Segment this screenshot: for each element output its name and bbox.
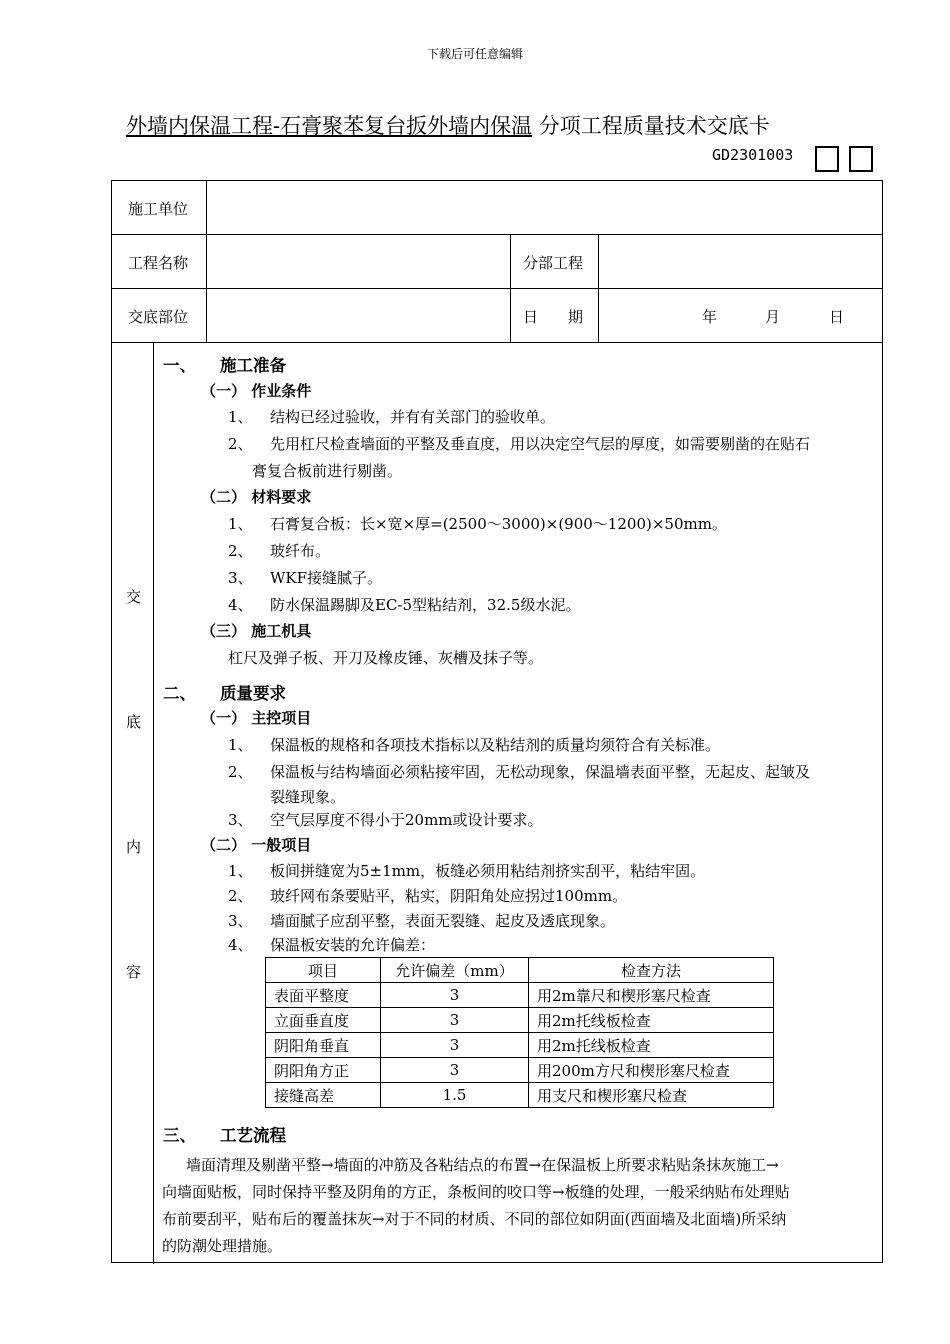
tolerance-table: [265, 957, 774, 1108]
list-item: 2、 保温板与结构墙面必须粘接牢固，无松动现象，保温墙表面平整，无起皮、起皱及: [228, 763, 811, 781]
subsection-heading: （三） 施工机具: [201, 622, 312, 640]
side-label-char: 容: [126, 963, 142, 981]
date-day: 日: [829, 308, 845, 326]
table-row: [266, 1008, 774, 1033]
table-header: 允许偏差（mm）: [381, 958, 529, 983]
checkbox-2[interactable]: [849, 146, 873, 172]
table-cell: 用2m托线板检查: [529, 1008, 774, 1033]
table-cell: 1.5: [381, 1083, 529, 1108]
side-label-char: 底: [126, 713, 142, 731]
section-heading: 三、 工艺流程: [163, 1126, 286, 1145]
table-cell: 用200m方尺和楔形塞尺检查: [529, 1058, 774, 1083]
section-heading: 一、 施工准备: [163, 356, 286, 375]
label-construction-unit: 施工单位: [128, 200, 189, 218]
list-item: 1、 石膏复合板：长×宽×厚=(2500～3000)×(900～1200)×50mm。: [228, 515, 727, 533]
list-item: 4、 保温板安装的允许偏差：: [228, 936, 436, 954]
subsection-heading: （二） 一般项目: [201, 836, 312, 854]
list-item: 3、 空气层厚度不得小于20mm或设计要求。: [228, 811, 543, 829]
title-project: 外墙内保温工程-石膏聚苯复台扳外墙内保温: [126, 114, 533, 138]
table-cell: 用支尺和楔形塞尺检查: [529, 1083, 774, 1108]
table-cell: 3: [381, 1058, 529, 1083]
label-sub-project: 分部工程: [523, 254, 584, 272]
list-item: 1、 保温板的规格和各项技术指标以及粘结剂的质量均须符合有关标准。: [228, 736, 721, 754]
list-item: 3、 WKF接缝腻子。: [228, 569, 383, 587]
subsection-heading: （二） 材料要求: [201, 488, 312, 506]
section-heading: 二、 质量要求: [163, 684, 286, 703]
table-row: [266, 1083, 774, 1108]
list-item-continuation: 膏复合板前进行剔凿。: [252, 462, 403, 480]
list-item: 3、 墙面腻子应刮平整，表面无裂缝、起皮及透底现象。: [228, 912, 616, 930]
table-cell: 接缝高差: [266, 1083, 381, 1108]
construction-unit-field[interactable]: [212, 189, 872, 227]
divider: [112, 288, 882, 289]
form-code: GD2301003: [712, 146, 794, 164]
divider: [112, 234, 882, 235]
table-row: [266, 1033, 774, 1058]
list-item: 4、 防水保温踢脚及EC-5型粘结剂，32.5级水泥。: [228, 596, 581, 614]
divider: [112, 342, 882, 343]
table-header-row: [266, 958, 774, 983]
divider: [510, 234, 511, 342]
form-frame: [111, 180, 883, 1263]
paragraph-line: 布前要刮平，贴布后的覆盖抹灰→对于不同的材质、不同的部位如阴面(西面墙及北面墙)所采纳: [162, 1210, 787, 1228]
table-header: 项目: [266, 958, 381, 983]
list-item: 2、 玻纤布。: [228, 542, 331, 560]
table-cell: 立面垂直度: [266, 1008, 381, 1033]
subsection-heading: （一） 主控项目: [201, 709, 312, 727]
side-label-char: 交: [126, 588, 142, 606]
date-year: 年: [702, 308, 718, 326]
divider: [153, 342, 154, 1264]
page-title: [126, 110, 770, 140]
table-cell: 用2m靠尺和楔形塞尺检查: [529, 983, 774, 1008]
handover-location-field[interactable]: [212, 297, 502, 335]
paragraph-line: 向墙面贴板，同时保持平整及阴角的方正，条板间的咬口等→板缝的处理，一般采纳贴布处理贴: [162, 1183, 790, 1201]
label-project-name: 工程名称: [128, 254, 189, 272]
table-row: [266, 1058, 774, 1083]
title-rest: 分项工程质量技术交底卡: [538, 114, 770, 138]
divider: [206, 181, 207, 342]
project-name-field[interactable]: [212, 243, 502, 281]
table-cell: 3: [381, 1033, 529, 1058]
table-cell: 阴阳角方正: [266, 1058, 381, 1083]
list-item-continuation: 裂缝现象。: [270, 788, 346, 806]
subsection-heading: （一） 作业条件: [201, 382, 312, 400]
list-item: 2、 先用杠尺检查墙面的平整及垂直度，用以决定空气层的厚度，如需要剔凿的在贴石: [228, 435, 811, 453]
side-label-char: 内: [126, 838, 142, 856]
paragraph-line: 的防潮处理措施。: [162, 1237, 283, 1255]
label-date: 日 期: [523, 308, 584, 326]
paragraph-line: 墙面清理及剔凿平整→墙面的冲筋及各粘结点的布置→在保温板上所要求粘贴条抹灰施工→: [186, 1156, 779, 1174]
table-cell: 3: [381, 1008, 529, 1033]
table-cell: 表面平整度: [266, 983, 381, 1008]
watermark-text: 下载后可任意编辑: [426, 47, 523, 61]
checkbox-1[interactable]: [815, 146, 839, 172]
table-cell: 用2m托线板检查: [529, 1033, 774, 1058]
table-cell: 3: [381, 983, 529, 1008]
list-item: 2、 玻纤网布条要贴平，粘实，阴阳角处应拐过100mm。: [228, 887, 628, 905]
list-item: 1、 结构已经过验收，并有有关部门的验收单。: [228, 408, 556, 426]
table-header: 检查方法: [529, 958, 774, 983]
sub-project-field[interactable]: [604, 243, 874, 281]
paragraph: 杠尺及弹子板、开刀及橡皮锤、灰槽及抹子等。: [228, 649, 544, 667]
divider: [598, 234, 599, 342]
table-row: [266, 983, 774, 1008]
table-cell: 阴阳角垂直: [266, 1033, 381, 1058]
list-item: 1、 板间拼缝宽为5±1mm，板缝必须用粘结剂挤实刮平，粘结牢固。: [228, 862, 706, 880]
label-handover-location: 交底部位: [128, 308, 189, 326]
date-month: 月: [765, 308, 781, 326]
